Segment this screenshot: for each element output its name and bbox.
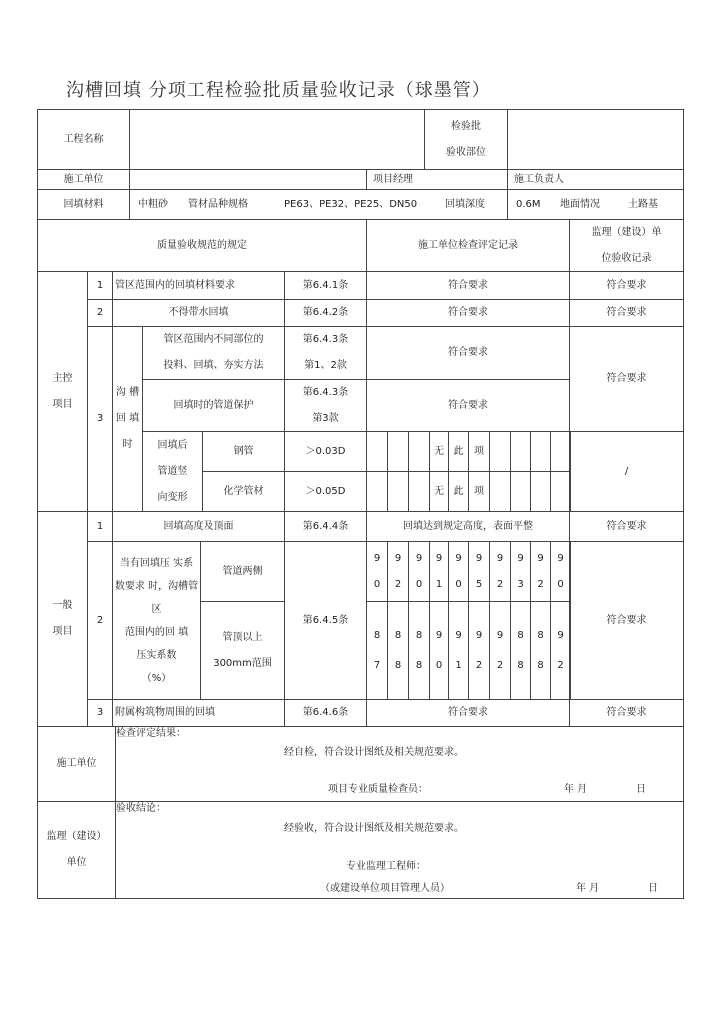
steel-deformation-cell [366, 431, 388, 472]
general-category [37, 511, 88, 727]
steel-deformation-cell [489, 431, 511, 472]
chem-pipe-label: 化学管材 [202, 471, 285, 512]
main-3a-desc [142, 326, 285, 380]
digit: 9 [557, 552, 564, 564]
general-no-3: 3 [87, 699, 113, 727]
main-result-2: 符合要求 [366, 299, 570, 327]
digit: 0 [435, 659, 443, 671]
main-3c-acceptance: / [569, 431, 684, 512]
na-text: 项 [474, 445, 484, 457]
general-no-1: 1 [87, 511, 113, 542]
b-clause-1: 第6.4.3条 [302, 386, 349, 398]
digit: 8 [394, 629, 402, 641]
a-desc-1: 管区范围内不同部位的 [163, 334, 264, 345]
batch-label-2: 验收部位 [446, 146, 486, 158]
main-category-1: 主控 [52, 372, 73, 384]
chem-deformation-cell [429, 471, 449, 512]
contractor-section-label: 施工单位 [37, 726, 116, 802]
side-compaction-value [429, 541, 449, 602]
main-3a-result: 符合要求 [366, 326, 570, 380]
top-label-1: 管顶以上 [222, 631, 263, 643]
digit: 9 [496, 629, 504, 641]
top-compaction-value [489, 601, 511, 700]
steel-deformation-cell [448, 431, 469, 472]
side-compaction-value [510, 541, 531, 602]
pipe-sides-label: 管道两侧 [200, 541, 285, 602]
main-group-label [112, 326, 143, 512]
c-desc-1: 回填后 [157, 439, 188, 451]
pipe-spec-value: PE63、PE32、PE25、DN50 [284, 199, 418, 210]
digit: 9 [475, 552, 483, 564]
digit: 2 [496, 578, 504, 590]
material-row [129, 189, 508, 220]
steel-deformation-cell [429, 431, 449, 472]
supervisor-label-2: 单位 [66, 857, 87, 868]
general-desc-3: 附属构筑物周围的回填 [112, 699, 285, 727]
desc-line-2: 数要求 时，沟槽管 [114, 580, 199, 592]
main-no-3: 3 [87, 326, 113, 512]
na-text: 此 [453, 485, 464, 497]
general-acceptance-3: 符合要求 [569, 699, 684, 727]
steel-deformation-cell [550, 431, 571, 472]
supervisor-heading: 验收结论： [116, 803, 166, 814]
main-acceptance-1: 符合要求 [569, 271, 684, 300]
side-compaction-value [489, 541, 511, 602]
contractor-conclusion: 经自检，符合设计图纸及相关规范要求。 [284, 747, 464, 758]
material-label: 回填材料 [37, 189, 130, 220]
ground-value: 土路基 [628, 199, 658, 210]
top-label-2: 300mm范围 [213, 657, 272, 669]
main-3-acceptance: 符合要求 [569, 326, 684, 432]
general-result-3: 符合要求 [366, 699, 570, 727]
a-clause-1: 第6.4.3条 [302, 334, 349, 345]
digit: 8 [415, 659, 423, 671]
contractor-label: 施工单位 [37, 169, 130, 190]
na-text: 项 [474, 485, 484, 497]
main-3b-desc: 回填时的管道保护 [142, 379, 285, 432]
top-compaction-value [510, 601, 531, 700]
contractor-year-month: 年 月 [564, 784, 588, 795]
desc-line-1: 当有回填压 实系 [119, 557, 194, 569]
project-name-field[interactable] [129, 109, 425, 170]
depth-label: 回填深度 [445, 199, 485, 210]
group-2: 回 填 [115, 413, 140, 424]
digit: 9 [394, 552, 402, 564]
main-category [37, 271, 88, 512]
side-compaction-value [448, 541, 469, 602]
steel-deformation-cell [468, 431, 490, 472]
document-title: 沟槽回填 分项工程检验批质量验收记录（球墨管） [66, 80, 491, 101]
top-compaction-value [429, 601, 449, 700]
side-compaction-value [530, 541, 551, 602]
chem-deformation-cell [510, 471, 531, 512]
digit: 0 [557, 578, 564, 590]
digit: 0 [373, 578, 381, 590]
digit: 9 [557, 629, 564, 641]
digit: 1 [435, 578, 443, 590]
digit: 9 [475, 629, 483, 641]
c-desc-2: 管道竖 [157, 465, 188, 477]
digit: 0 [415, 578, 423, 590]
digit: 9 [435, 629, 443, 641]
digit: 3 [517, 578, 524, 590]
digit: 8 [415, 629, 423, 641]
top-compaction-value [448, 601, 469, 700]
main-desc-1: 管区范围内的回填材料要求 [112, 271, 285, 300]
contractor-section [115, 726, 684, 802]
steel-deformation-cell [408, 431, 430, 472]
depth-value: 0.6M [516, 199, 541, 210]
na-text: 无 [434, 485, 444, 497]
top-compaction-value [468, 601, 490, 700]
digit: 9 [455, 629, 462, 641]
contractor-field[interactable] [129, 169, 367, 190]
digit: 9 [537, 552, 544, 564]
digit: 8 [537, 659, 544, 671]
pipe-top-label [200, 601, 285, 700]
supervisor-label-1: 监理（建设） [46, 831, 107, 842]
general-acceptance-1: 符合要求 [569, 511, 684, 542]
chem-deformation-cell [530, 471, 551, 512]
material-value: 中粗砂 [138, 199, 168, 210]
main-clause-1: 第6.4.1条 [284, 271, 367, 300]
side-compaction-value [408, 541, 430, 602]
general-clause-3: 第6.4.6条 [284, 699, 367, 727]
ground-label: 地面情况 [560, 199, 600, 210]
digit: 2 [557, 659, 564, 671]
chem-pipe-limit: ＞0.05D [284, 471, 367, 512]
site-lead-label: 施工负责人 [507, 169, 684, 190]
general-no-2: 2 [87, 541, 113, 700]
digit: 0 [455, 578, 462, 590]
digit: 9 [373, 552, 381, 564]
contractor-column-header: 施工单位检查评定记录 [366, 219, 570, 272]
steel-deformation-cell [387, 431, 409, 472]
side-compaction-value [366, 541, 388, 602]
supervisor-conclusion: 经验收，符合设计图纸及相关规范要求。 [284, 823, 464, 834]
project-name-label: 工程名称 [37, 109, 130, 170]
general-category-1: 一般 [52, 600, 73, 611]
top-compaction-value [366, 601, 388, 700]
supervisor-col-2: 位验收记录 [601, 252, 652, 264]
main-no-2: 2 [87, 299, 113, 327]
digit: 8 [537, 629, 544, 641]
digit: 5 [475, 578, 483, 590]
digit: 1 [455, 659, 462, 671]
desc-line-6: （%） [141, 672, 172, 684]
main-3b-result: 符合要求 [366, 379, 570, 432]
a-desc-2: 投料、回填、夯实方法 [163, 360, 264, 371]
digit: 9 [517, 552, 524, 564]
chem-deformation-cell [489, 471, 511, 512]
contractor-heading: 检查评定结果： [116, 728, 186, 739]
main-acceptance-2: 符合要求 [569, 299, 684, 327]
general-clause-1: 第6.4.4条 [284, 511, 367, 542]
steel-pipe-limit: ＞0.03D [284, 431, 367, 472]
top-compaction-value [530, 601, 551, 700]
supervisor-day: 日 [648, 883, 658, 894]
general-result-1: 回填达到规定高度，表面平整 [366, 511, 570, 542]
desc-line-5: 压实系数 [136, 649, 177, 661]
general-desc-1: 回填高度及顶面 [112, 511, 285, 542]
desc-line-3: 区 [151, 603, 162, 615]
digit: 9 [435, 552, 443, 564]
chem-deformation-cell [448, 471, 469, 512]
side-compaction-value [550, 541, 571, 602]
general-category-2: 项目 [52, 626, 73, 637]
supervisor-section [115, 801, 684, 899]
digit: 8 [394, 659, 402, 671]
pm-label: 项目经理 [366, 169, 508, 190]
digit: 8 [373, 629, 381, 641]
na-text: 此 [453, 445, 464, 457]
b-clause-2: 第3款 [312, 412, 339, 424]
inspector-label: 项目专业质量检查员： [328, 784, 428, 795]
main-no-1: 1 [87, 271, 113, 300]
main-3c-desc [142, 431, 203, 512]
chem-deformation-cell [408, 471, 430, 512]
main-3b-clause [284, 379, 367, 432]
digit: 9 [415, 552, 423, 564]
pipe-spec-label: 管材品种规格 [188, 199, 248, 210]
digit: 2 [537, 578, 544, 590]
digit: 9 [455, 552, 462, 564]
main-category-2: 项目 [52, 398, 73, 410]
group-1: 沟 槽 [115, 387, 140, 398]
steel-deformation-cell [510, 431, 531, 472]
contractor-day: 日 [636, 784, 646, 795]
engineer-label: 专业监理工程师： [346, 861, 426, 872]
chem-deformation-cell [387, 471, 409, 512]
steel-deformation-cell [530, 431, 551, 472]
a-clause-2: 第1、2款 [304, 360, 347, 371]
top-compaction-value [550, 601, 571, 700]
general-clause-2: 第6.4.5条 [284, 541, 367, 700]
general-acceptance-2: 符合要求 [569, 541, 684, 700]
c-desc-3: 向变形 [157, 491, 188, 503]
engineer-alt-label: （或建设单位项目管理人员） [320, 883, 450, 894]
top-compaction-value [387, 601, 409, 700]
group-3: 时 [122, 439, 133, 450]
supervisor-year-month: 年 月 [576, 883, 600, 894]
supervisor-col-1: 监理（建设）单 [591, 226, 662, 238]
depth-ground-row [507, 189, 684, 220]
chem-deformation-cell [550, 471, 571, 512]
chem-deformation-cell [468, 471, 490, 512]
main-result-1: 符合要求 [366, 271, 570, 300]
digit: 2 [475, 659, 483, 671]
desc-line-4: 范围内的回 填 [124, 626, 189, 638]
digit: 2 [394, 578, 402, 590]
batch-label [424, 109, 508, 170]
digit: 7 [373, 659, 381, 671]
general-desc-2 [112, 541, 201, 700]
main-desc-2: 不得带水回填 [112, 299, 285, 327]
batch-field[interactable] [507, 109, 684, 170]
digit: 2 [496, 659, 504, 671]
digit: 8 [517, 659, 524, 671]
digit: 9 [496, 552, 504, 564]
top-compaction-value [408, 601, 430, 700]
supervisor-section-label [37, 801, 116, 899]
side-compaction-value [387, 541, 409, 602]
chem-deformation-cell [366, 471, 388, 512]
na-text: 无 [434, 445, 444, 457]
batch-label-1: 检验批 [451, 120, 481, 132]
digit: 8 [517, 629, 524, 641]
main-clause-2: 第6.4.2条 [284, 299, 367, 327]
supervisor-column-header [569, 219, 684, 272]
main-3a-clause [284, 326, 367, 380]
steel-pipe-label: 钢管 [202, 431, 285, 472]
side-compaction-value [468, 541, 490, 602]
spec-column-header: 质量验收规范的规定 [37, 219, 367, 272]
